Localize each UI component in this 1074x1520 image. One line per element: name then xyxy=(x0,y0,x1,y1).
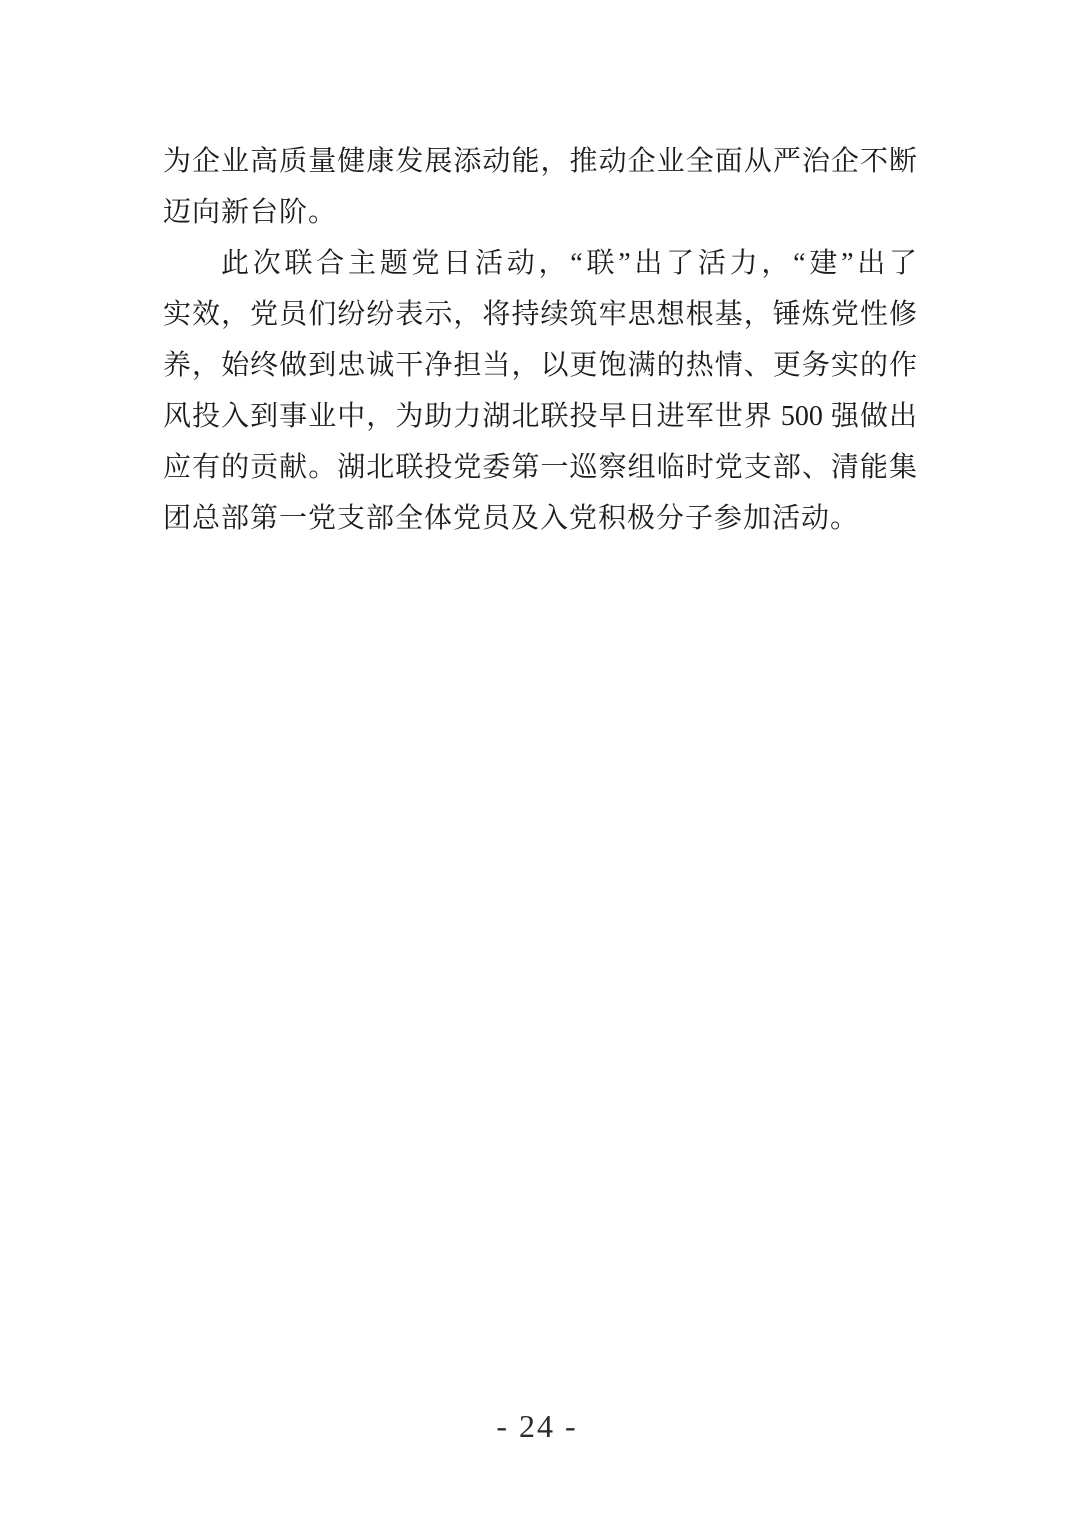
paragraph-2-line-3: 养，始终做到忠诚干净担当，以更饱满的热情、更务实的作 xyxy=(163,350,917,381)
paragraph-1-line-1: 为企业高质量健康发展添动能，推动企业全面从严治企不断 xyxy=(163,146,917,177)
paragraph-2-line-4: 风投入到事业中，为助力湖北联投早日进军世界 500 强做出 xyxy=(163,401,917,432)
page-footer xyxy=(0,1408,1074,1445)
paragraph-2-line-1: 此次联合主题党日活动，“联”出了活力，“建”出了 xyxy=(221,248,917,279)
paragraph-2-line-2: 实效，党员们纷纷表示，将持续筑牢思想根基，锤炼党性修 xyxy=(163,299,917,330)
paragraph-2-line-6: 团总部第一党支部全体党员及入党积极分子参加活动。 xyxy=(163,503,860,534)
paragraph-2-line-5: 应有的贡献。湖北联投党委第一巡察组临时党支部、清能集 xyxy=(163,452,917,483)
document-body xyxy=(163,136,917,544)
paragraph-1-line-2: 迈向新台阶。 xyxy=(163,197,338,228)
page-number: - 24 - xyxy=(496,1408,578,1444)
